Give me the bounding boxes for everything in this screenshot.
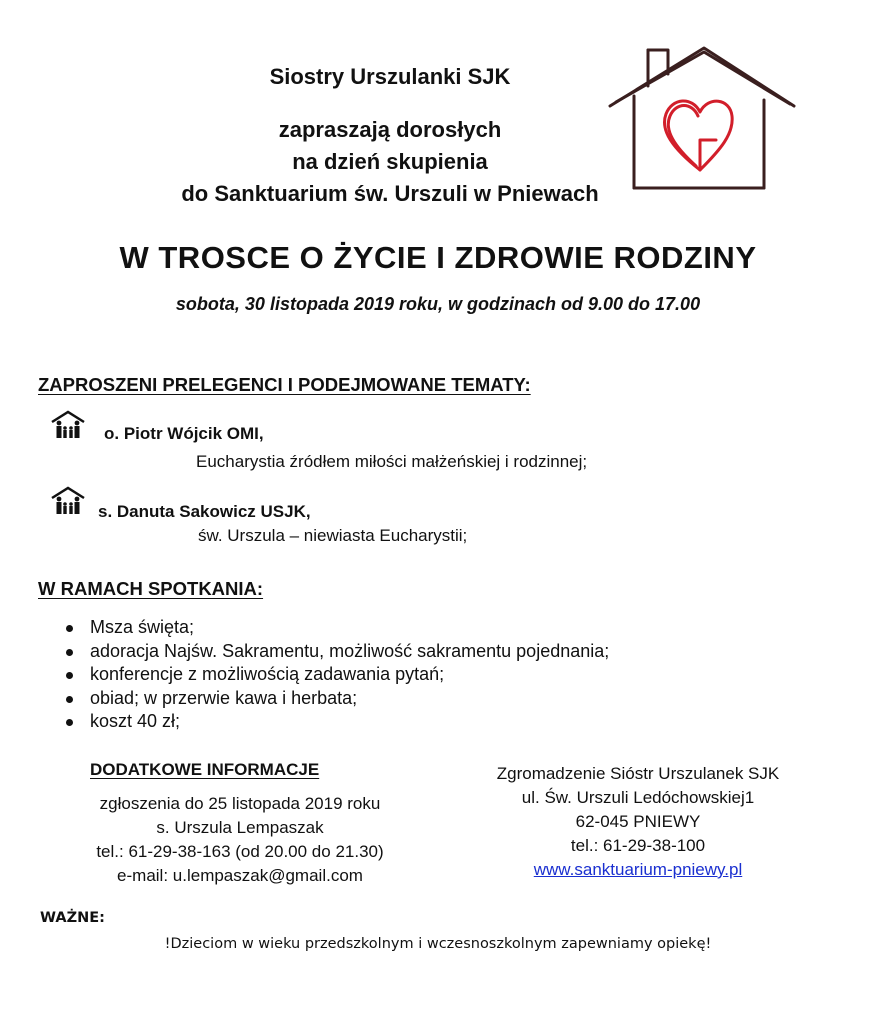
invite-line-2: na dzień skupienia — [292, 149, 488, 174]
important-note: !Dzieciom w wieku przedszkolnym i wczesnoszkolnym zapewniamy opiekę! — [164, 936, 712, 952]
extra-info-heading: DODATKOWE INFORMACJE — [90, 760, 320, 779]
program-list — [60, 616, 609, 734]
contact-person: s. Urszula Lempaszak — [156, 818, 324, 837]
address-phone: tel.: 61-29-38-100 — [570, 836, 706, 855]
speaker-topic: Eucharystia źródłem miłości małżeńskiej i rodzinnej; — [196, 452, 588, 471]
family-icon — [50, 410, 86, 440]
important-label: WAŻNE: — [40, 910, 105, 926]
address-street: ul. Św. Urszuli Ledóchowskiej1 — [521, 788, 755, 807]
registration-deadline: zgłoszenia do 25 listopada 2019 roku — [99, 794, 381, 813]
list-item: konferencje z możliwością zadawania pytań; — [60, 663, 609, 687]
contact-phone: tel.: 61-29-38-163 (od 20.00 do 21.30) — [96, 842, 384, 861]
invite-line-3: do Sanktuarium św. Urszuli w Pniewach — [181, 181, 599, 206]
list-item: Msza święta; — [60, 616, 609, 640]
list-item: obiad; w przerwie kawa i herbata; — [60, 687, 609, 711]
address-city: 62-045 PNIEWY — [575, 812, 701, 831]
event-title: W TROSCE O ŻYCIE I ZDROWIE RODZINY — [119, 240, 757, 275]
speaker-name: s. Danuta Sakowicz USJK, — [98, 502, 311, 521]
speaker-name: o. Piotr Wójcik OMI, — [104, 424, 264, 443]
contact-email: e-mail: u.lempaszak@gmail.com — [117, 866, 363, 885]
list-item: adoracja Najśw. Sakramentu, możliwość sakramentu pojednania; — [60, 640, 609, 664]
website-link[interactable]: www.sanktuarium-pniewy.pl — [533, 860, 743, 879]
list-item: koszt 40 zł; — [60, 710, 609, 734]
address-org: Zgromadzenie Sióstr Urszulanek SJK — [496, 764, 780, 783]
invite-line-1: zapraszają dorosłych — [278, 117, 502, 142]
house-heart-icon — [604, 40, 800, 192]
address-block — [438, 762, 838, 882]
organizer-name: Siostry Urszulanki SJK — [269, 64, 511, 89]
family-icon — [50, 486, 86, 516]
event-date: sobota, 30 listopada 2019 roku, w godzinach od 9.00 do 17.00 — [175, 294, 701, 314]
registration-info — [40, 792, 440, 888]
speaker-topic: św. Urszula – niewiasta Eucharystii; — [198, 526, 468, 545]
speakers-heading: ZAPROSZENI PRELEGENCI I PODEJMOWANE TEMATY: — [38, 374, 531, 395]
program-heading: W RAMACH SPOTKANIA: — [38, 578, 264, 599]
